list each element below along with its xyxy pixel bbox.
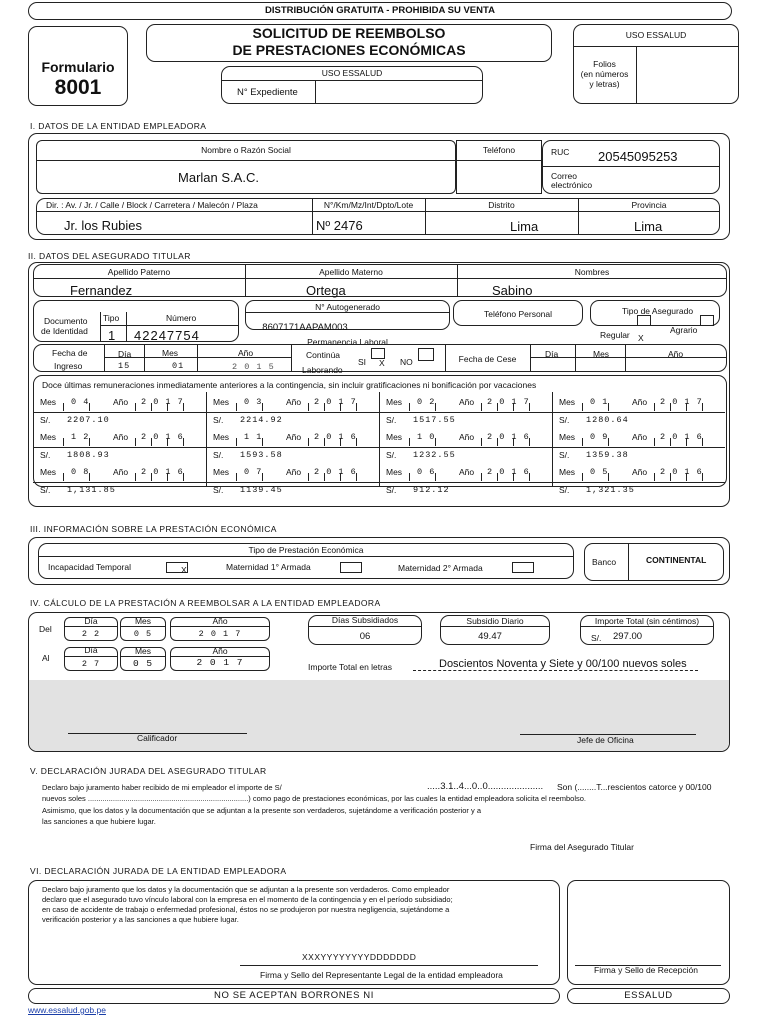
remuneracion-soles: S/.	[386, 450, 397, 460]
remuneracion-mes-label: Mes	[40, 467, 57, 477]
correo-label-2: electrónico	[551, 180, 593, 190]
regular-mark: X	[638, 333, 644, 343]
al-anio-value: 2 0 1 7	[196, 657, 244, 668]
no-label: NO	[400, 357, 413, 367]
remuneracion-mes-label: Mes	[559, 397, 576, 407]
distrito-value[interactable]: Lima	[510, 219, 539, 234]
del-anio-value: 2 0 1 7	[198, 629, 242, 639]
remuneracion-anio-value[interactable]: 2 0 1 6	[314, 467, 357, 477]
subsidio-diario-label: Subsidio Diario	[466, 616, 524, 626]
remuneracion-anio-label: Año	[632, 432, 648, 442]
si-label: SI	[358, 357, 367, 367]
remuneracion-anio-value[interactable]: 2 0 1 7	[660, 397, 703, 407]
jefe-oficina-label: Jefe de Oficina	[577, 735, 634, 745]
documento-label-2: de Identidad	[41, 326, 88, 336]
telefono-personal-label: Teléfono Personal	[483, 309, 553, 319]
remuneracion-soles: S/.	[386, 415, 397, 425]
banco-label: Banco	[592, 557, 617, 567]
remuneracion-mes-value[interactable]: 0 5	[590, 467, 609, 477]
form-label: Formulario	[41, 59, 115, 75]
remuneracion-anio-value[interactable]: 2 0 1 6	[660, 467, 703, 477]
fecha-cese-label: Fecha de Cese	[458, 354, 517, 364]
remuneracion-cell	[552, 427, 725, 462]
importe-letras-value[interactable]: Doscientos Noventa y Siete y 00/100 nuevos soles	[439, 658, 687, 670]
remuneracion-anio-label: Año	[113, 397, 129, 407]
remuneraciones-grid	[33, 392, 727, 502]
uso-essalud-label: USO ESSALUD	[321, 68, 383, 78]
tipo-asegurado-label: Tipo de Asegurado	[622, 306, 694, 316]
remuneracion-anio-label: Año	[632, 397, 648, 407]
remuneracion-monto-value[interactable]: 912.12	[413, 485, 450, 495]
remuneracion-monto-value[interactable]: 1,321.35	[586, 485, 635, 495]
remuneracion-cell	[379, 392, 552, 427]
dias-subsidiados-value[interactable]: 06	[359, 631, 371, 642]
agrario-checkbox[interactable]	[700, 315, 714, 326]
remuneracion-cell	[206, 462, 379, 497]
remuneracion-anio-value[interactable]: 2 0 1 6	[660, 432, 703, 442]
remuneracion-cell	[552, 462, 725, 497]
form-number: 8001	[54, 76, 102, 99]
remuneracion-monto-value[interactable]: 1808.93	[67, 450, 110, 460]
numero-doc-label: Número	[166, 313, 197, 323]
incapacidad-label: Incapacidad Temporal	[48, 562, 132, 572]
importe-soles: S/.	[591, 633, 602, 643]
remuneracion-mes-label: Mes	[559, 467, 576, 477]
ingreso-mes-label: Mes	[162, 348, 179, 358]
remuneracion-anio-value[interactable]: 2 0 1 6	[314, 432, 357, 442]
ingreso-anio-value[interactable]: 2 0 1 5	[232, 362, 275, 372]
remuneracion-mes-label: Mes	[40, 432, 57, 442]
remuneracion-anio-value[interactable]: 2 0 1 7	[487, 397, 530, 407]
importe-total-label: Importe Total (sin céntimos)	[594, 616, 700, 626]
agrario-label: Agrario	[670, 325, 698, 335]
no-checkbox[interactable]	[418, 348, 434, 361]
remuneracion-anio-label: Año	[459, 397, 475, 407]
nombres-value[interactable]: Sabino	[492, 283, 533, 298]
al-dia-label: Día	[84, 645, 98, 655]
folios-label-2: (en números	[580, 69, 629, 79]
provincia-value[interactable]: Lima	[634, 219, 663, 234]
del-mes-value: 0 5	[133, 629, 153, 639]
maternidad-2-label: Maternidad 2° Armada	[398, 563, 483, 573]
al-mes-value: 0 5	[132, 658, 154, 669]
remuneracion-soles: S/.	[40, 415, 51, 425]
remuneracion-anio-label: Año	[459, 467, 475, 477]
decl-v-line1a: Declaro bajo juramento haber recibido de mi empleador el importe de S/	[42, 783, 282, 792]
footer-essalud: ESSALUD	[624, 990, 673, 1001]
remuneracion-anio-label: Año	[113, 432, 129, 442]
remuneracion-soles: S/.	[40, 450, 51, 460]
telefono-label: Teléfono	[482, 145, 516, 155]
decl-v-line4: las sanciones a que hubiere lugar.	[42, 817, 156, 826]
remuneracion-anio-label: Año	[113, 467, 129, 477]
remuneracion-mes-label: Mes	[213, 432, 230, 442]
numero-value[interactable]: Nº 2476	[316, 218, 363, 233]
direccion-label: Dir. : Av. / Jr. / Calle / Block / Carretera / Malecón / Plaza	[46, 200, 258, 210]
essalud-link[interactable]: www.essalud.gob.pe	[28, 1005, 106, 1015]
section-2-title: II. DATOS DEL ASEGURADO TITULAR	[28, 251, 191, 261]
folios-label-1: Folios	[593, 59, 616, 69]
ap-paterno-value[interactable]: Fernandez	[70, 283, 133, 298]
remuneracion-anio-label: Año	[286, 432, 302, 442]
firma-asegurado-label: Firma del Asegurado Titular	[530, 842, 634, 852]
remuneracion-mes-value[interactable]: 0 9	[590, 432, 609, 442]
remuneracion-soles: S/.	[559, 415, 570, 425]
del-anio-label: Año	[212, 616, 228, 626]
remuneracion-anio-value[interactable]: 2 0 1 6	[141, 432, 184, 442]
remuneracion-soles: S/.	[559, 450, 570, 460]
al-dia-value: 2 7	[81, 659, 101, 669]
ap-paterno-label: Apellido Paterno	[107, 267, 171, 277]
del-dia-value: 2 2	[81, 629, 101, 639]
continua-label-1: Continúa	[306, 350, 341, 360]
remuneracion-monto-value[interactable]: 1139.45	[240, 485, 283, 495]
tipo-prestacion-label: Tipo de Prestación Económica	[248, 545, 364, 555]
decl-vi-line3: en caso de accidente de trabajo o enfermedad profesional, éstos no se produjeron por nuestra negligencia, sujetándome a	[42, 905, 450, 914]
al-anio-label: Año	[212, 646, 228, 656]
tipo-doc-value[interactable]: 1	[108, 328, 116, 343]
importe-letras-label: Importe Total en letras	[308, 662, 392, 672]
ap-materno-value[interactable]: Ortega	[306, 283, 346, 298]
ingreso-dia-label: Día	[118, 349, 132, 359]
remuneracion-cell	[33, 427, 206, 462]
representante-value[interactable]: XXXYYYYYYYYDDDDDDD	[302, 952, 417, 962]
remuneracion-anio-value[interactable]: 2 0 1 7	[141, 397, 184, 407]
importe-total-value[interactable]: 297.00	[613, 631, 643, 642]
remuneracion-monto-value[interactable]: 1517.55	[413, 415, 456, 425]
section-4-title: IV. CÁLCULO DE LA PRESTACIÓN A REEMBOLSAR A LA ENTIDAD EMPLEADORA	[30, 598, 381, 608]
remuneracion-monto-value[interactable]: 1359.38	[586, 450, 629, 460]
nombre-value[interactable]: Marlan S.A.C.	[178, 170, 259, 185]
cese-mes-label: Mes	[593, 349, 610, 359]
ingreso-dia-value[interactable]: 15	[118, 361, 131, 371]
cese-dia-label: Día	[545, 349, 559, 359]
incapacidad-mark: X	[181, 565, 187, 575]
numero-doc-value[interactable]: 42247754	[134, 328, 200, 343]
remuneracion-mes-value[interactable]: 0 8	[71, 467, 90, 477]
nombre-label: Nombre o Razón Social	[201, 145, 291, 155]
remuneracion-anio-value[interactable]: 2 0 1 6	[141, 467, 184, 477]
decl-v-line2: nuevos soles .............................................................................) como pago de prestaciones económicas, por las cuales la entidad empleadora solicita el reembolso.	[42, 794, 586, 803]
fecha-ingreso-label-1: Fecha de	[52, 348, 88, 358]
decl-v-line3: Asimismo, que los datos y la documentación que se adjuntan a la presente son verdaderos, sujetándome a verificación posterior y a	[42, 806, 481, 815]
ruc-label: RUC	[551, 147, 570, 157]
autogenerado-label: N° Autogenerado	[315, 302, 380, 312]
banco-value[interactable]: CONTINENTAL	[646, 555, 707, 565]
decl-v-amount[interactable]: .....3.1..4...0..0.....................	[427, 781, 544, 792]
firma-recepcion-label: Firma y Sello de Recepción	[594, 965, 698, 975]
decl-vi-line2: declaro que el asegurado tuvo vínculo laboral con la empresa en el momento de la contingencia y en el período subsidiado;	[42, 895, 453, 904]
remuneracion-monto-value[interactable]: 1280.64	[586, 415, 629, 425]
expediente-field[interactable]	[317, 82, 477, 102]
remuneracion-mes-label: Mes	[213, 467, 230, 477]
remuneracion-mes-value[interactable]: 1 1	[244, 432, 263, 442]
remuneracion-cell	[206, 392, 379, 427]
numero-label: N°/Km/Mz/Int/Dpto/Lote	[323, 200, 414, 210]
autogenerado-value[interactable]: 8607171AAPAM003	[262, 322, 348, 333]
uso-essalud-right-label: USO ESSALUD	[625, 30, 687, 40]
section-1-title: I. DATOS DE LA ENTIDAD EMPLEADORA	[30, 121, 207, 131]
correo-label-1: Correo	[551, 171, 577, 181]
section-3-title: III. INFORMACIÓN SOBRE LA PRESTACIÓN ECONÓMICA	[30, 524, 277, 534]
remuneracion-monto-value[interactable]: 1593.58	[240, 450, 283, 460]
remuneraciones-title: Doce últimas remuneraciones inmediatamente anteriores a la contingencia, sin incluir gratificaciones ni bonificación por vacaciones	[42, 380, 537, 390]
ap-materno-label: Apellido Materno	[319, 267, 383, 277]
remuneracion-mes-value[interactable]: 0 4	[71, 397, 90, 407]
remuneracion-monto-value[interactable]: 1,131.85	[67, 485, 116, 495]
remuneracion-anio-label: Año	[286, 397, 302, 407]
remuneracion-soles: S/.	[213, 415, 224, 425]
al-label: Al	[42, 653, 50, 663]
remuneracion-anio-value[interactable]: 2 0 1 6	[487, 467, 530, 477]
remuneracion-soles: S/.	[213, 450, 224, 460]
documento-label-1: Documento	[44, 316, 88, 326]
remuneracion-anio-label: Año	[286, 467, 302, 477]
decl-vi-line4: verificación posterior y a las sanciones a que hubiere lugar.	[42, 915, 239, 924]
remuneracion-cell	[379, 427, 552, 462]
permanencia-label: Permanencia Laboral	[307, 337, 388, 347]
calificador-label: Calificador	[137, 733, 178, 743]
remuneracion-mes-value[interactable]: 0 6	[417, 467, 436, 477]
remuneracion-soles: S/.	[40, 485, 51, 495]
maternidad-1-checkbox[interactable]	[340, 562, 362, 573]
remuneracion-cell	[206, 427, 379, 462]
remuneracion-mes-value[interactable]: 1 2	[71, 432, 90, 442]
tipo-label: Tipo	[103, 313, 120, 323]
remuneracion-anio-label: Año	[459, 432, 475, 442]
remuneracion-cell	[33, 462, 206, 497]
section-5-title: V. DECLARACIÓN JURADA DEL ASEGURADO TITULAR	[30, 766, 267, 776]
nombres-label: Nombres	[574, 267, 610, 277]
firma-representante-label: Firma y Sello del Representante Legal de la entidad empleadora	[260, 970, 503, 980]
al-mes-label: Mes	[134, 646, 152, 656]
ingreso-anio-label: Año	[238, 348, 254, 358]
remuneracion-anio-value[interactable]: 2 0 1 6	[487, 432, 530, 442]
remuneracion-cell	[33, 392, 206, 427]
remuneracion-soles: S/.	[213, 485, 224, 495]
remuneracion-anio-label: Año	[632, 467, 648, 477]
remuneracion-mes-value[interactable]: 1 0	[417, 432, 436, 442]
maternidad-1-label: Maternidad 1° Armada	[226, 562, 311, 572]
decl-vi-line1: Declaro bajo juramento que los datos y la documentación que se adjuntan a la presente son verdaderos. Como empleador	[42, 885, 450, 894]
distrito-label: Distrito	[488, 200, 515, 210]
direccion-value[interactable]: Jr. los Rubies	[64, 218, 143, 233]
remuneracion-monto-value[interactable]: 2207.10	[67, 415, 110, 425]
remuneracion-soles: S/.	[559, 485, 570, 495]
title-line-2: DE PRESTACIONES ECONÓMICAS	[232, 42, 466, 58]
remuneracion-cell	[379, 462, 552, 497]
maternidad-2-checkbox[interactable]	[512, 562, 534, 573]
cese-anio-label: Año	[668, 349, 684, 359]
continua-label-2: Laborando	[302, 365, 343, 375]
provincia-label: Provincia	[631, 200, 667, 210]
remuneracion-mes-label: Mes	[386, 397, 403, 407]
distribution-note: DISTRIBUCIÓN GRATUITA - PROHIBIDA SU VENTA	[265, 5, 495, 16]
remuneracion-mes-label: Mes	[386, 467, 403, 477]
folios-label-3: y letras)	[589, 79, 620, 89]
remuneracion-mes-label: Mes	[559, 432, 576, 442]
regular-checkbox[interactable]	[637, 315, 651, 326]
remuneracion-mes-label: Mes	[386, 432, 403, 442]
regular-label: Regular	[600, 330, 630, 340]
footer-borrones: NO SE ACEPTAN BORRONES NI	[214, 990, 374, 1001]
si-mark: X	[379, 358, 385, 368]
section-6-title: VI. DECLARACIÓN JURADA DE LA ENTIDAD EMPLEADORA	[30, 866, 287, 876]
expediente-label: N° Expediente	[237, 87, 298, 98]
remuneracion-mes-value[interactable]: 0 7	[244, 467, 263, 477]
ruc-value[interactable]: 20545095253	[598, 149, 678, 164]
remuneracion-mes-value[interactable]: 0 1	[590, 397, 609, 407]
fecha-ingreso-label-2: Ingreso	[54, 361, 83, 371]
ingreso-mes-value[interactable]: 01	[172, 361, 185, 371]
remuneracion-monto-value[interactable]: 2214.92	[240, 415, 283, 425]
remuneracion-monto-value[interactable]: 1232.55	[413, 450, 456, 460]
subsidio-diario-value[interactable]: 49.47	[478, 631, 502, 642]
remuneracion-mes-label: Mes	[40, 397, 57, 407]
decl-v-line1b[interactable]: Son (........T...rescientos catorce y 00/100	[557, 782, 712, 792]
title-line-1: SOLICITUD DE REEMBOLSO	[252, 25, 446, 41]
dias-subsidiados-label: Días Subsidiados	[331, 615, 399, 625]
del-label: Del	[39, 624, 52, 634]
del-mes-label: Mes	[134, 616, 152, 626]
remuneracion-mes-value[interactable]: 0 2	[417, 397, 436, 407]
remuneracion-cell	[552, 392, 725, 427]
remuneracion-anio-value[interactable]: 2 0 1 7	[314, 397, 357, 407]
remuneracion-mes-label: Mes	[213, 397, 230, 407]
remuneracion-mes-value[interactable]: 0 3	[244, 397, 263, 407]
remuneracion-soles: S/.	[386, 485, 397, 495]
del-dia-label: Día	[84, 616, 98, 626]
